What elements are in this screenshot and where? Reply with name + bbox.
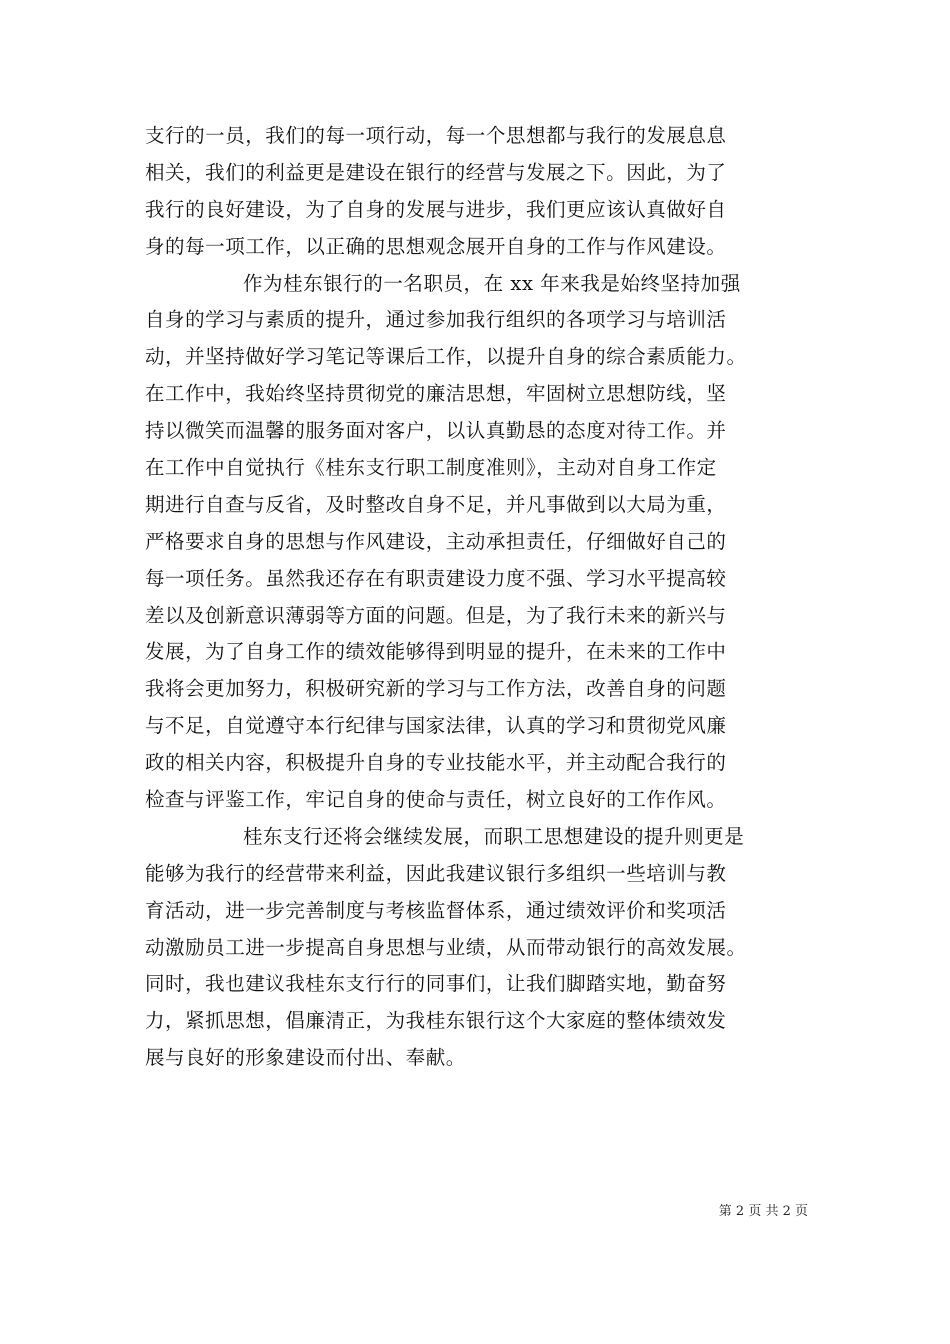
text-line: 期进行自查与反省，及时整改自身不足，并凡事做到以大局为重， (145, 492, 727, 516)
paragraph-start-line: 桂东支行还将会继续发展，而职工思想建设的提升则更是 (243, 824, 745, 848)
text-line: 身的每一项工作，以正确的思想观念展开自身的工作与作风建设。 (145, 234, 727, 258)
text-line: 展与良好的形象建设而付出、奉献。 (145, 1046, 466, 1070)
text-line: 与不足，自觉遵守本行纪律与国家法律，认真的学习和贯彻党风廉 (145, 714, 727, 738)
text-line: 自身的学习与素质的提升，通过参加我行组织的各项学习与培训活 (145, 308, 727, 332)
text-line: 力，紧抓思想，倡廉清正，为我桂东银行这个大家庭的整体绩效发 (145, 1009, 727, 1033)
text-line: 严格要求自身的思想与作风建设，主动承担责任，仔细做好自己的 (145, 529, 727, 553)
text-line: 发展，为了自身工作的绩效能够得到明显的提升，在未来的工作中 (145, 640, 727, 664)
text-line: 每一项任务。虽然我还存在有职责建设力度不强、学习水平提高较 (145, 566, 727, 590)
text-line: 动，并坚持做好学习笔记等课后工作，以提升自身的综合素质能力。 (145, 345, 747, 369)
page-number-footer: 第 2 页 共 2 页 (718, 1204, 808, 1219)
text-line: 在工作中自觉执行《桂东支行职工制度准则》，主动对自身工作定 (145, 456, 717, 480)
text-line: 能够为我行的经营带来利益，因此我建议银行多组织一些培训与教 (145, 861, 727, 885)
text-line: 动激励员工进一步提高自身思想与业绩，从而带动银行的高效发展。 (145, 935, 747, 959)
body-text (145, 118, 817, 1077)
text-line: 我行的良好建设，为了自身的发展与进步，我们更应该认真做好自 (145, 197, 727, 221)
text-line: 同时，我也建议我桂东支行行的同事们，让我们脚踏实地，勤奋努 (145, 972, 727, 996)
text-line: 持以微笑而温馨的服务面对客户，以认真勤恳的态度对待工作。并 (145, 419, 727, 443)
text-line: 在工作中，我始终坚持贯彻党的廉洁思想，牢固树立思想防线，坚 (145, 382, 727, 406)
text-line: 政的相关内容，积极提升自身的专业技能水平，并主动配合我行的 (145, 751, 727, 775)
text-line: 育活动，进一步完善制度与考核监督体系，通过绩效评价和奖项活 (145, 898, 727, 922)
text-line: 差以及创新意识薄弱等方面的问题。但是，为了我行未来的新兴与 (145, 603, 727, 627)
text-line: 相关，我们的利益更是建设在银行的经营与发展之下。因此，为了 (145, 160, 727, 184)
text-line: 检查与评鉴工作，牢记自身的使命与责任，树立良好的工作作风。 (145, 788, 727, 812)
text-line: 支行的一员，我们的每一项行动，每一个思想都与我行的发展息息 (145, 124, 727, 147)
paragraph-start-line: 作为桂东银行的一名职员，在 xx 年来我是始终坚持加强 (243, 271, 741, 295)
text-line: 我将会更加努力，积极研究新的学习与工作方法，改善自身的问题 (145, 677, 727, 701)
